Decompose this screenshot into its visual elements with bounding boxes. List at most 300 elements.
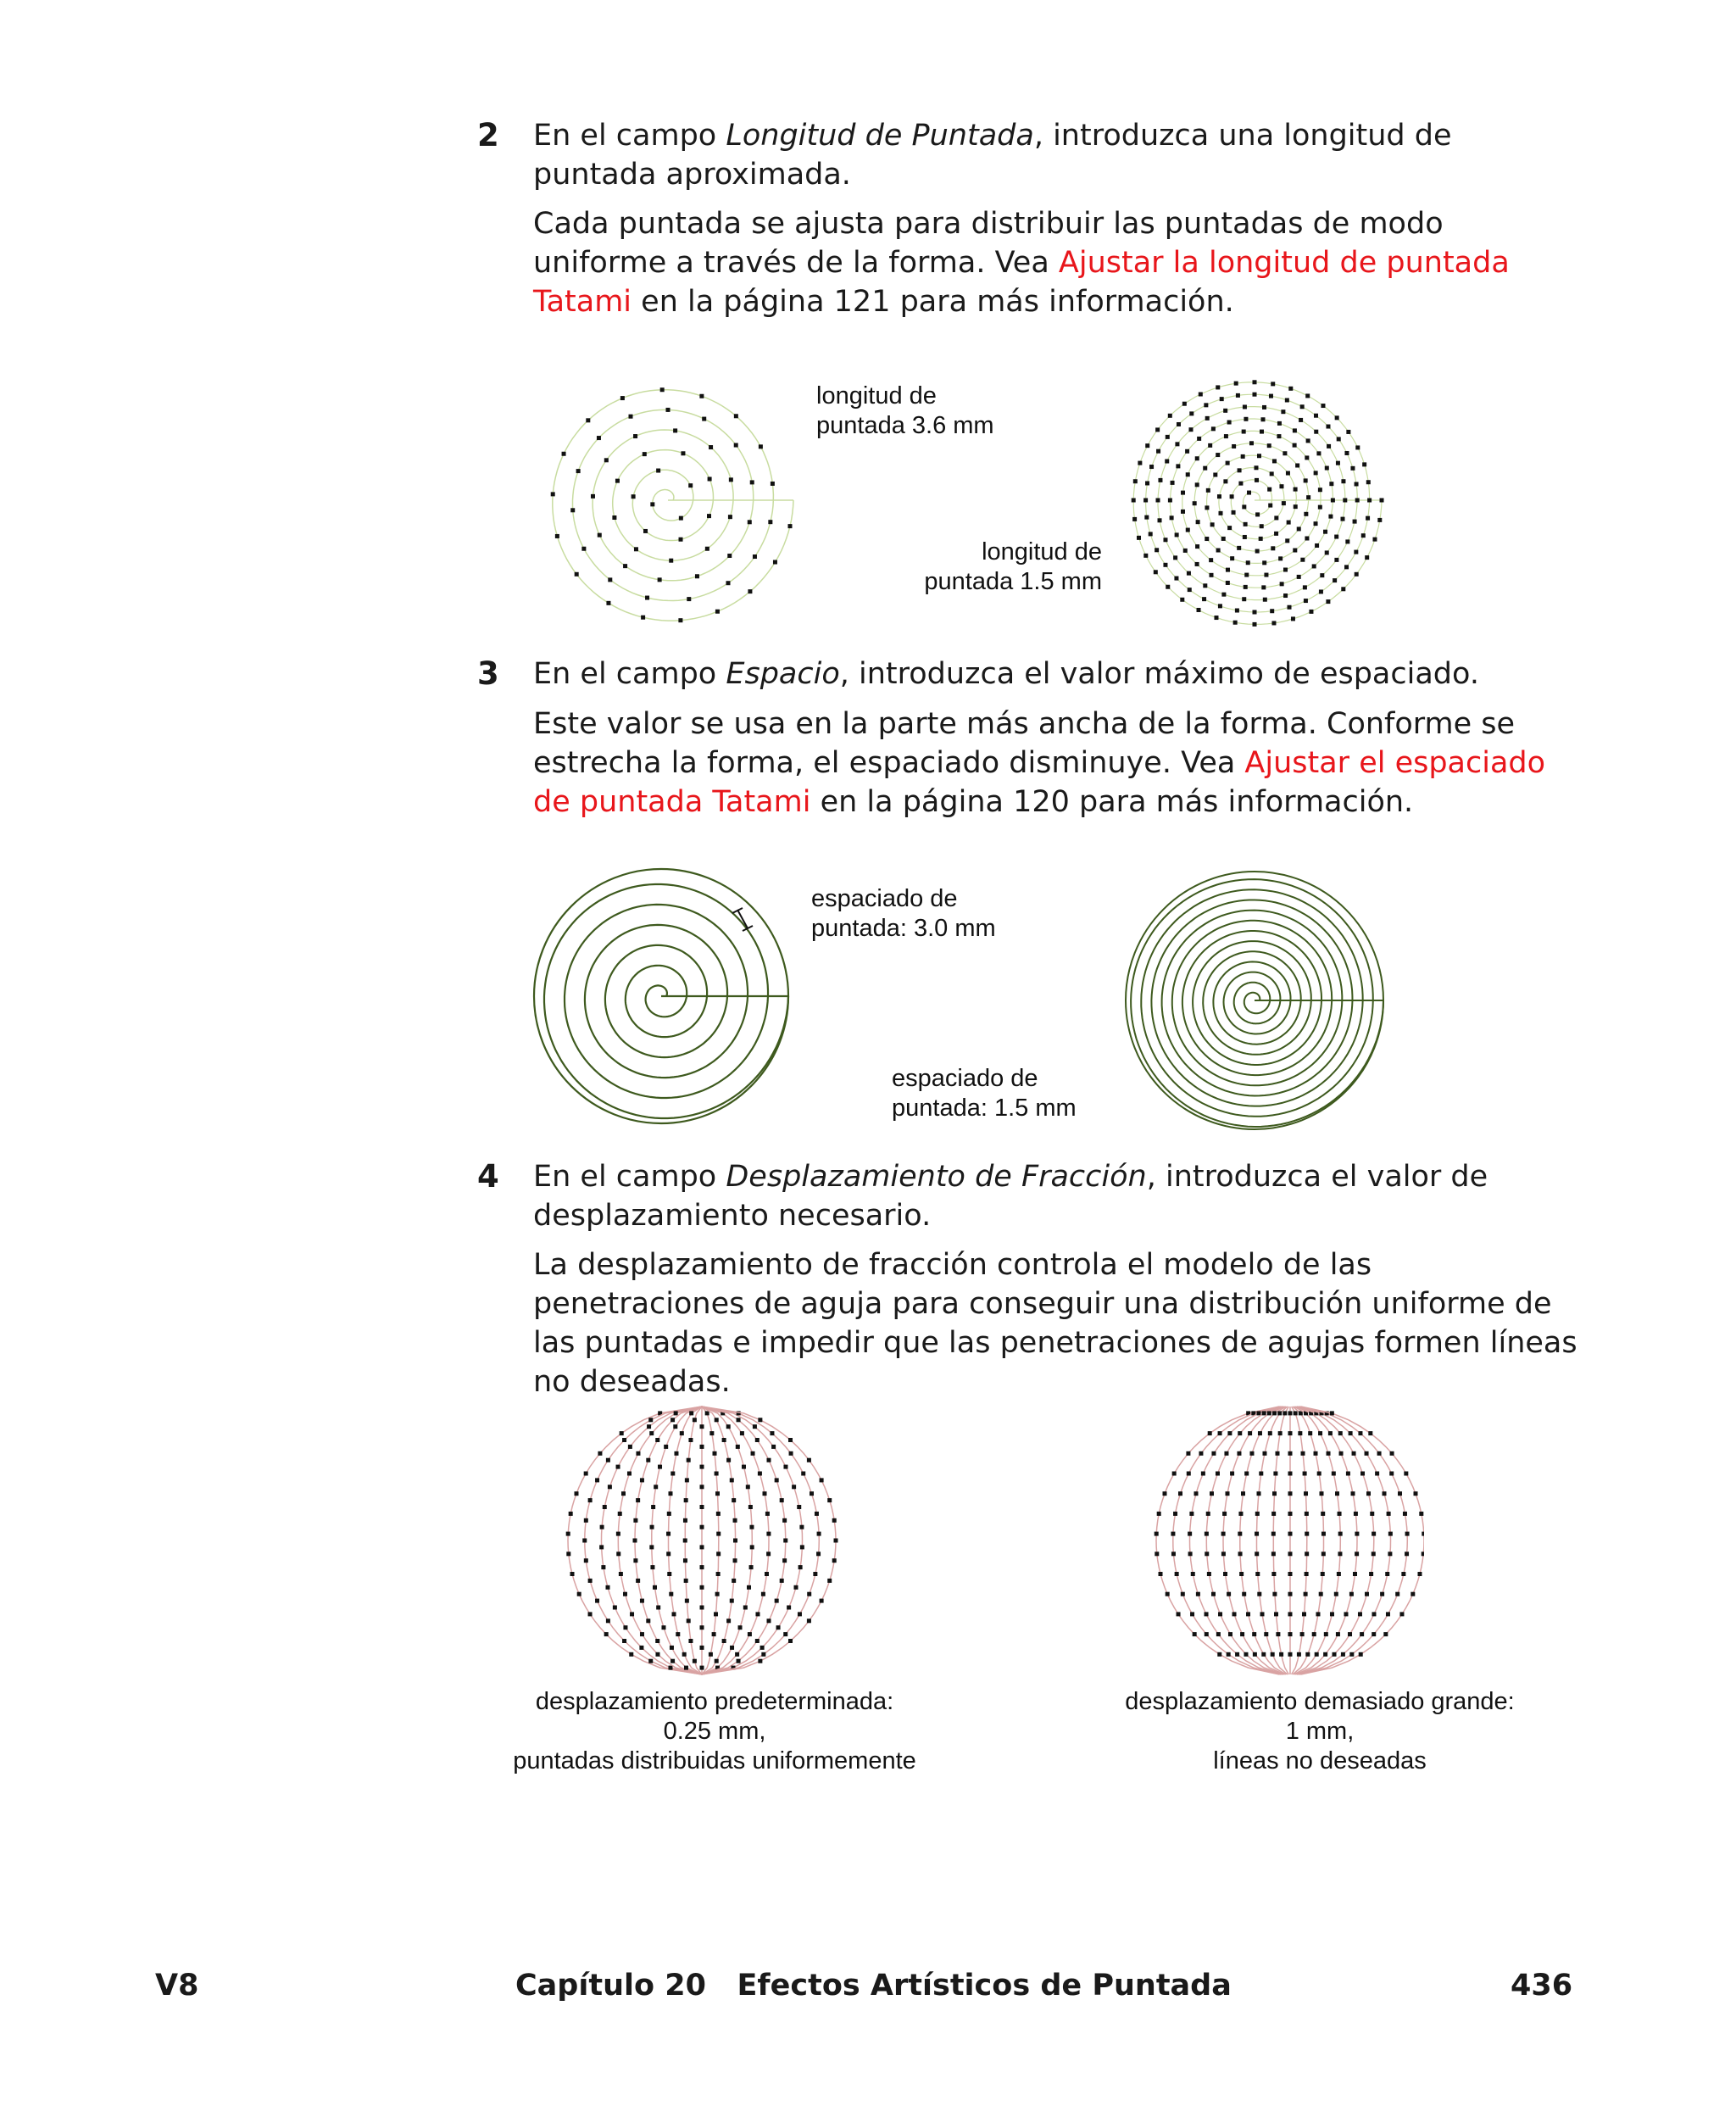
needle-penetration <box>616 1552 620 1556</box>
needle-penetration <box>1294 1411 1298 1415</box>
needle-penetration <box>1221 593 1226 597</box>
needle-penetration <box>1298 1431 1302 1435</box>
needle-penetration <box>645 596 649 600</box>
needle-penetration <box>1234 382 1238 386</box>
needle-penetration <box>758 1472 762 1476</box>
needle-penetration <box>732 1498 736 1502</box>
needle-penetration <box>1304 478 1308 482</box>
needle-penetration <box>693 1418 697 1422</box>
needle-penetration <box>1314 1451 1318 1456</box>
needle-penetration <box>1157 1512 1161 1516</box>
needle-penetration <box>570 1572 575 1576</box>
needle-penetration <box>1345 539 1349 543</box>
needle-penetration <box>1304 512 1308 516</box>
caption-line: puntadas distribuidas uniformemente <box>513 1747 916 1774</box>
needle-penetration <box>1294 504 1298 509</box>
needle-penetration <box>709 445 713 449</box>
needle-penetration <box>1162 1491 1166 1496</box>
needle-penetration <box>1360 1472 1365 1476</box>
caption-line: longitud de <box>816 382 937 409</box>
needle-penetration <box>584 1558 588 1563</box>
needle-penetration <box>1360 1632 1364 1636</box>
caption-offset-a <box>494 1687 935 1776</box>
needle-penetration <box>1388 1532 1393 1536</box>
needle-penetration <box>775 1599 779 1603</box>
needle-penetration <box>1264 573 1268 577</box>
needle-penetration <box>1300 404 1305 409</box>
needle-penetration <box>1253 622 1257 627</box>
needle-penetration <box>740 1431 744 1435</box>
needle-penetration <box>780 1579 784 1583</box>
needle-penetration <box>1255 1532 1259 1536</box>
needle-penetration <box>715 1659 719 1663</box>
needle-penetration <box>569 1512 573 1516</box>
needle-penetration <box>1259 537 1263 541</box>
needle-penetration <box>743 1606 748 1610</box>
needle-penetration <box>782 1558 787 1563</box>
needle-penetration <box>1389 1472 1394 1476</box>
needle-penetration <box>1188 1532 1192 1536</box>
needle-penetration <box>1171 1552 1176 1556</box>
needle-penetration <box>689 1411 693 1415</box>
needle-penetration <box>1414 1491 1418 1496</box>
needle-penetration <box>688 1438 693 1442</box>
needle-penetration <box>798 1612 802 1616</box>
needle-penetration <box>1225 1491 1229 1496</box>
needle-penetration <box>1383 1632 1388 1636</box>
needle-penetration <box>683 1558 687 1563</box>
needle-penetration <box>1288 1652 1293 1657</box>
needle-penetration <box>1288 1431 1293 1435</box>
needle-penetration <box>1350 466 1355 471</box>
needle-penetration <box>566 1552 570 1556</box>
needle-penetration <box>1365 1592 1369 1596</box>
needle-penetration <box>1138 461 1142 465</box>
caption-line: puntada 1.5 mm <box>924 568 1102 595</box>
needle-penetration <box>767 1618 771 1623</box>
needle-penetration <box>1272 1592 1277 1596</box>
needle-penetration <box>1271 1652 1275 1657</box>
needle-penetration <box>1288 1472 1293 1476</box>
needle-penetration <box>1199 1451 1203 1456</box>
needle-penetration <box>1317 1472 1321 1476</box>
needle-penetration <box>1224 1451 1228 1456</box>
fill-stitch-line <box>1257 1407 1288 1674</box>
needle-penetration <box>758 1659 762 1663</box>
needle-penetration <box>1273 1472 1277 1476</box>
needle-penetration <box>1272 1411 1277 1415</box>
needle-penetration <box>1209 558 1213 562</box>
needle-penetration <box>1216 453 1220 457</box>
needle-penetration <box>574 1491 578 1496</box>
needle-penetration <box>759 444 763 448</box>
needle-penetration <box>650 1525 654 1529</box>
needle-penetration <box>666 408 670 412</box>
needle-penetration <box>770 1431 774 1435</box>
needle-penetration <box>735 1652 739 1657</box>
needle-penetration <box>604 1632 609 1636</box>
needle-penetration <box>1241 454 1245 459</box>
needle-penetration <box>1257 454 1261 458</box>
needle-penetration <box>1305 1652 1310 1657</box>
caption-line: 0.25 mm, <box>663 1718 766 1745</box>
needle-penetration <box>1205 1612 1209 1616</box>
needle-penetration <box>787 524 792 528</box>
caption-line: espaciado de <box>892 1065 1038 1092</box>
needle-penetration <box>1335 415 1339 420</box>
needle-penetration <box>1182 402 1187 406</box>
needle-penetration <box>753 1424 757 1429</box>
needle-penetration <box>1187 571 1191 576</box>
needle-penetration <box>616 1532 620 1536</box>
needle-penetration <box>1366 480 1371 484</box>
needle-penetration <box>1228 1632 1232 1636</box>
needle-penetration <box>1238 1512 1243 1516</box>
needle-penetration <box>576 469 581 473</box>
needle-penetration <box>1405 1552 1409 1556</box>
needle-penetration <box>738 1625 743 1630</box>
needle-penetration <box>670 1472 675 1476</box>
needle-penetration <box>1312 564 1316 568</box>
needle-penetration <box>1277 434 1281 438</box>
needle-penetration <box>1226 581 1230 585</box>
needle-penetration <box>771 1445 776 1449</box>
needle-penetration <box>1272 459 1277 463</box>
spiral-stitch-line <box>544 884 788 1118</box>
needle-penetration <box>1199 393 1203 397</box>
needle-penetration <box>684 1498 688 1502</box>
needle-penetration <box>792 1485 796 1489</box>
needle-penetration <box>685 1599 689 1603</box>
needle-penetration <box>1288 1552 1293 1556</box>
needle-penetration <box>1274 515 1278 520</box>
needle-penetration <box>1166 585 1170 589</box>
needle-penetration <box>1196 1592 1200 1596</box>
cross-reference-link[interactable]: Ajustar el espaciado de puntada Tatami <box>533 746 1546 819</box>
needle-penetration <box>1205 1632 1209 1636</box>
needle-penetration <box>1166 435 1170 439</box>
needle-penetration <box>1227 1431 1232 1435</box>
needle-penetration <box>1216 549 1221 553</box>
needle-penetration <box>1181 491 1185 495</box>
needle-penetration <box>1201 1472 1205 1476</box>
needle-penetration <box>1288 1532 1293 1536</box>
needle-penetration <box>1329 482 1333 486</box>
needle-penetration <box>765 1512 770 1516</box>
needle-penetration <box>1349 1592 1354 1596</box>
needle-penetration <box>1348 1632 1352 1636</box>
needle-penetration <box>755 1612 760 1616</box>
needle-penetration <box>687 1618 691 1623</box>
needle-penetration <box>1221 1532 1226 1536</box>
needle-penetration <box>1353 1572 1357 1576</box>
needle-penetration <box>591 494 595 499</box>
needle-penetration <box>1174 577 1178 581</box>
needle-penetration <box>1180 598 1184 602</box>
needle-penetration <box>633 1558 637 1563</box>
needle-penetration <box>1334 1592 1338 1596</box>
needle-penetration <box>1315 1652 1319 1657</box>
needle-penetration <box>1189 1512 1194 1516</box>
needle-penetration <box>1274 1612 1278 1616</box>
needle-penetration <box>667 1572 671 1576</box>
needle-penetration <box>1177 422 1181 426</box>
needle-penetration <box>1238 482 1243 486</box>
needle-penetration <box>1336 461 1340 465</box>
needle-penetration <box>750 480 754 484</box>
needle-penetration <box>1240 1632 1244 1636</box>
needle-penetration <box>1241 1491 1245 1496</box>
needle-penetration <box>801 1472 805 1476</box>
needle-penetration <box>700 1485 704 1489</box>
needle-penetration <box>1227 421 1232 425</box>
needle-penetration <box>1207 1572 1211 1576</box>
footer-chapter-title: Capítulo 20 Efectos Artísticos de Puntada <box>515 1969 1232 2003</box>
needle-penetration <box>1186 472 1190 476</box>
needle-penetration <box>658 577 662 582</box>
needle-penetration <box>648 1659 653 1663</box>
needle-penetration <box>1372 1552 1376 1556</box>
needle-penetration <box>766 1552 771 1556</box>
needle-penetration <box>1255 1552 1259 1556</box>
needle-penetration <box>1238 1552 1243 1556</box>
caption-spacing-b <box>892 1064 1077 1123</box>
needle-penetration <box>1338 1431 1343 1435</box>
needle-penetration <box>1267 443 1271 448</box>
needle-penetration <box>726 1424 731 1429</box>
needle-penetration <box>1283 567 1288 571</box>
needle-penetration <box>700 1625 704 1630</box>
needle-penetration <box>753 554 757 559</box>
needle-penetration <box>1221 1552 1226 1556</box>
instruction-text: En el campo <box>533 1160 726 1194</box>
needle-penetration <box>1300 1632 1305 1636</box>
needle-penetration <box>1355 499 1360 503</box>
needle-penetration <box>1175 532 1179 537</box>
needle-penetration <box>1316 451 1321 455</box>
needle-penetration <box>588 1612 593 1616</box>
needle-penetration <box>655 1639 659 1643</box>
needle-penetration <box>1218 1431 1222 1435</box>
needle-penetration <box>643 452 647 456</box>
caption-line: líneas no deseadas <box>1213 1747 1427 1774</box>
needle-penetration <box>1355 1532 1359 1536</box>
needle-penetration <box>1173 555 1177 560</box>
needle-penetration <box>1181 1592 1185 1596</box>
needle-penetration <box>685 1478 689 1482</box>
needle-penetration <box>699 394 704 398</box>
needle-penetration <box>1271 382 1275 386</box>
needle-penetration <box>1288 1411 1293 1415</box>
needle-penetration <box>726 581 730 585</box>
needle-penetration <box>1163 563 1167 567</box>
needle-penetration <box>1242 504 1246 509</box>
needle-penetration <box>670 1659 675 1663</box>
needle-penetration <box>1197 608 1201 612</box>
needle-penetration <box>1210 522 1215 526</box>
needle-penetration <box>700 1646 704 1650</box>
needle-penetration <box>1305 455 1309 460</box>
needle-penetration <box>623 1625 627 1630</box>
needle-penetration <box>1244 522 1248 526</box>
needle-penetration <box>636 1498 640 1502</box>
needle-penetration <box>1149 532 1153 536</box>
needle-penetration <box>1341 587 1345 591</box>
instruction-text: En el campo <box>533 119 726 153</box>
needle-penetration <box>729 477 733 482</box>
needle-penetration <box>640 1478 644 1482</box>
needle-penetration <box>683 1518 687 1523</box>
needle-penetration <box>1163 538 1167 542</box>
needle-penetration <box>670 1418 675 1422</box>
needle-penetration <box>674 1411 678 1415</box>
detail-text: Cada puntada se ajusta para distribuir las puntadas de modo uniforme a través de la forma. Vea <box>533 207 1444 280</box>
needle-penetration <box>668 1491 672 1496</box>
needle-penetration <box>722 1438 726 1442</box>
needle-penetration <box>1328 515 1333 519</box>
needle-penetration <box>1387 1512 1391 1516</box>
needle-penetration <box>1332 1472 1336 1476</box>
needle-penetration <box>788 1639 793 1643</box>
needle-penetration <box>746 1485 750 1489</box>
spiral-stitch-line <box>1131 879 1383 1127</box>
needle-penetration <box>1385 1572 1389 1576</box>
needle-penetration <box>1338 1552 1342 1556</box>
needle-penetration <box>1165 460 1169 464</box>
needle-penetration <box>1243 404 1247 409</box>
needle-penetration <box>702 417 706 421</box>
needle-penetration <box>1361 533 1366 538</box>
needle-penetration <box>1321 1512 1325 1516</box>
needle-penetration <box>1286 471 1290 476</box>
needle-penetration <box>1366 516 1370 521</box>
needle-penetration <box>649 1431 654 1435</box>
needle-penetration <box>1299 418 1303 422</box>
needle-penetration <box>730 1646 734 1650</box>
needle-penetration <box>1187 1472 1191 1476</box>
needle-penetration <box>676 1632 680 1636</box>
needle-penetration <box>664 1445 668 1449</box>
needle-penetration <box>1422 1532 1424 1536</box>
needle-penetration <box>1190 1612 1194 1616</box>
needle-penetration <box>598 1451 602 1456</box>
needle-penetration <box>1285 538 1289 543</box>
needle-penetration <box>656 1606 660 1610</box>
needle-penetration <box>1343 499 1347 503</box>
needle-penetration <box>599 1545 604 1549</box>
needle-penetration <box>1214 616 1218 620</box>
needle-penetration <box>1143 499 1148 503</box>
needle-penetration <box>716 1572 721 1576</box>
needle-penetration <box>1244 417 1248 421</box>
needle-penetration <box>1205 1532 1209 1536</box>
needle-penetration <box>1335 1491 1339 1496</box>
needle-penetration <box>1352 1451 1356 1456</box>
needle-penetration <box>1293 549 1297 553</box>
needle-penetration <box>613 1606 617 1610</box>
footer-page-number: 436 <box>1511 1969 1573 2003</box>
needle-penetration <box>1271 621 1276 625</box>
needle-penetration <box>618 1512 622 1516</box>
needle-penetration <box>1297 575 1301 579</box>
footer-version: V8 <box>155 1969 199 2003</box>
needle-penetration <box>1216 385 1220 389</box>
needle-penetration <box>1203 466 1207 471</box>
needle-penetration <box>733 1518 737 1523</box>
needle-penetration <box>815 1512 819 1516</box>
cross-reference-link[interactable]: Ajustar la longitud de puntada Tatami <box>533 246 1510 319</box>
needle-penetration <box>1344 1612 1348 1616</box>
needle-penetration <box>1282 501 1286 505</box>
needle-penetration <box>1217 494 1221 499</box>
needle-penetration <box>1191 1572 1195 1576</box>
needle-penetration <box>1318 487 1322 492</box>
needle-penetration <box>715 1472 719 1476</box>
needle-penetration <box>1238 1431 1242 1435</box>
needle-penetration <box>687 597 691 601</box>
spiral-stitch-length-1-5 <box>1132 380 1384 627</box>
needle-penetration <box>733 1558 737 1563</box>
needle-penetration <box>820 1599 824 1603</box>
needle-penetration <box>603 1505 607 1509</box>
needle-penetration <box>612 515 616 520</box>
needle-penetration <box>700 1666 704 1670</box>
needle-penetration <box>1341 479 1345 483</box>
needle-penetration <box>639 1646 643 1650</box>
needle-penetration <box>1205 537 1209 541</box>
needle-penetration <box>798 1565 803 1569</box>
needle-penetration <box>1261 585 1266 589</box>
needle-penetration <box>1155 548 1159 552</box>
needle-penetration <box>1232 1612 1237 1616</box>
needle-penetration <box>1288 1451 1293 1456</box>
needle-penetration <box>1293 428 1297 432</box>
needle-penetration <box>622 1639 626 1643</box>
needle-penetration <box>1195 562 1199 566</box>
needle-penetration <box>1325 550 1329 554</box>
needle-penetration <box>660 387 665 392</box>
needle-penetration <box>1280 582 1284 586</box>
needle-penetration <box>1247 491 1251 495</box>
needle-penetration <box>633 1539 637 1543</box>
needle-penetration <box>1208 1431 1212 1435</box>
needle-penetration <box>1410 1592 1415 1596</box>
needle-penetration <box>700 1585 704 1590</box>
needle-penetration <box>588 1579 593 1583</box>
caption-line: puntada: 1.5 mm <box>892 1095 1077 1122</box>
step-detail: La desplazamiento de fracción controla el modelo de las penetraciones de aguja para conseguir una distribución uniforme de las puntadas e impedir que las penetraciones de agujas formen líneas no deseadas. <box>533 1248 1577 1399</box>
needle-penetration <box>1252 1632 1256 1636</box>
needle-penetration <box>650 1565 654 1569</box>
needle-penetration <box>1404 1472 1408 1476</box>
needle-penetration <box>1242 597 1246 601</box>
needle-penetration <box>775 1478 779 1482</box>
needle-penetration <box>783 1539 787 1543</box>
needle-penetration <box>722 1639 726 1643</box>
needle-penetration <box>1358 1612 1362 1616</box>
sphere-offset-large <box>1155 1407 1424 1674</box>
needle-penetration <box>768 520 772 524</box>
needle-penetration <box>588 1498 593 1502</box>
needle-penetration <box>1238 1532 1242 1536</box>
needle-penetration <box>1362 462 1366 466</box>
needle-penetration <box>726 1618 731 1623</box>
needle-penetration <box>1321 1552 1326 1556</box>
needle-penetration <box>1194 1491 1198 1496</box>
needle-penetration <box>597 436 601 440</box>
needle-penetration <box>1305 1572 1309 1576</box>
needle-penetration <box>1224 434 1228 438</box>
